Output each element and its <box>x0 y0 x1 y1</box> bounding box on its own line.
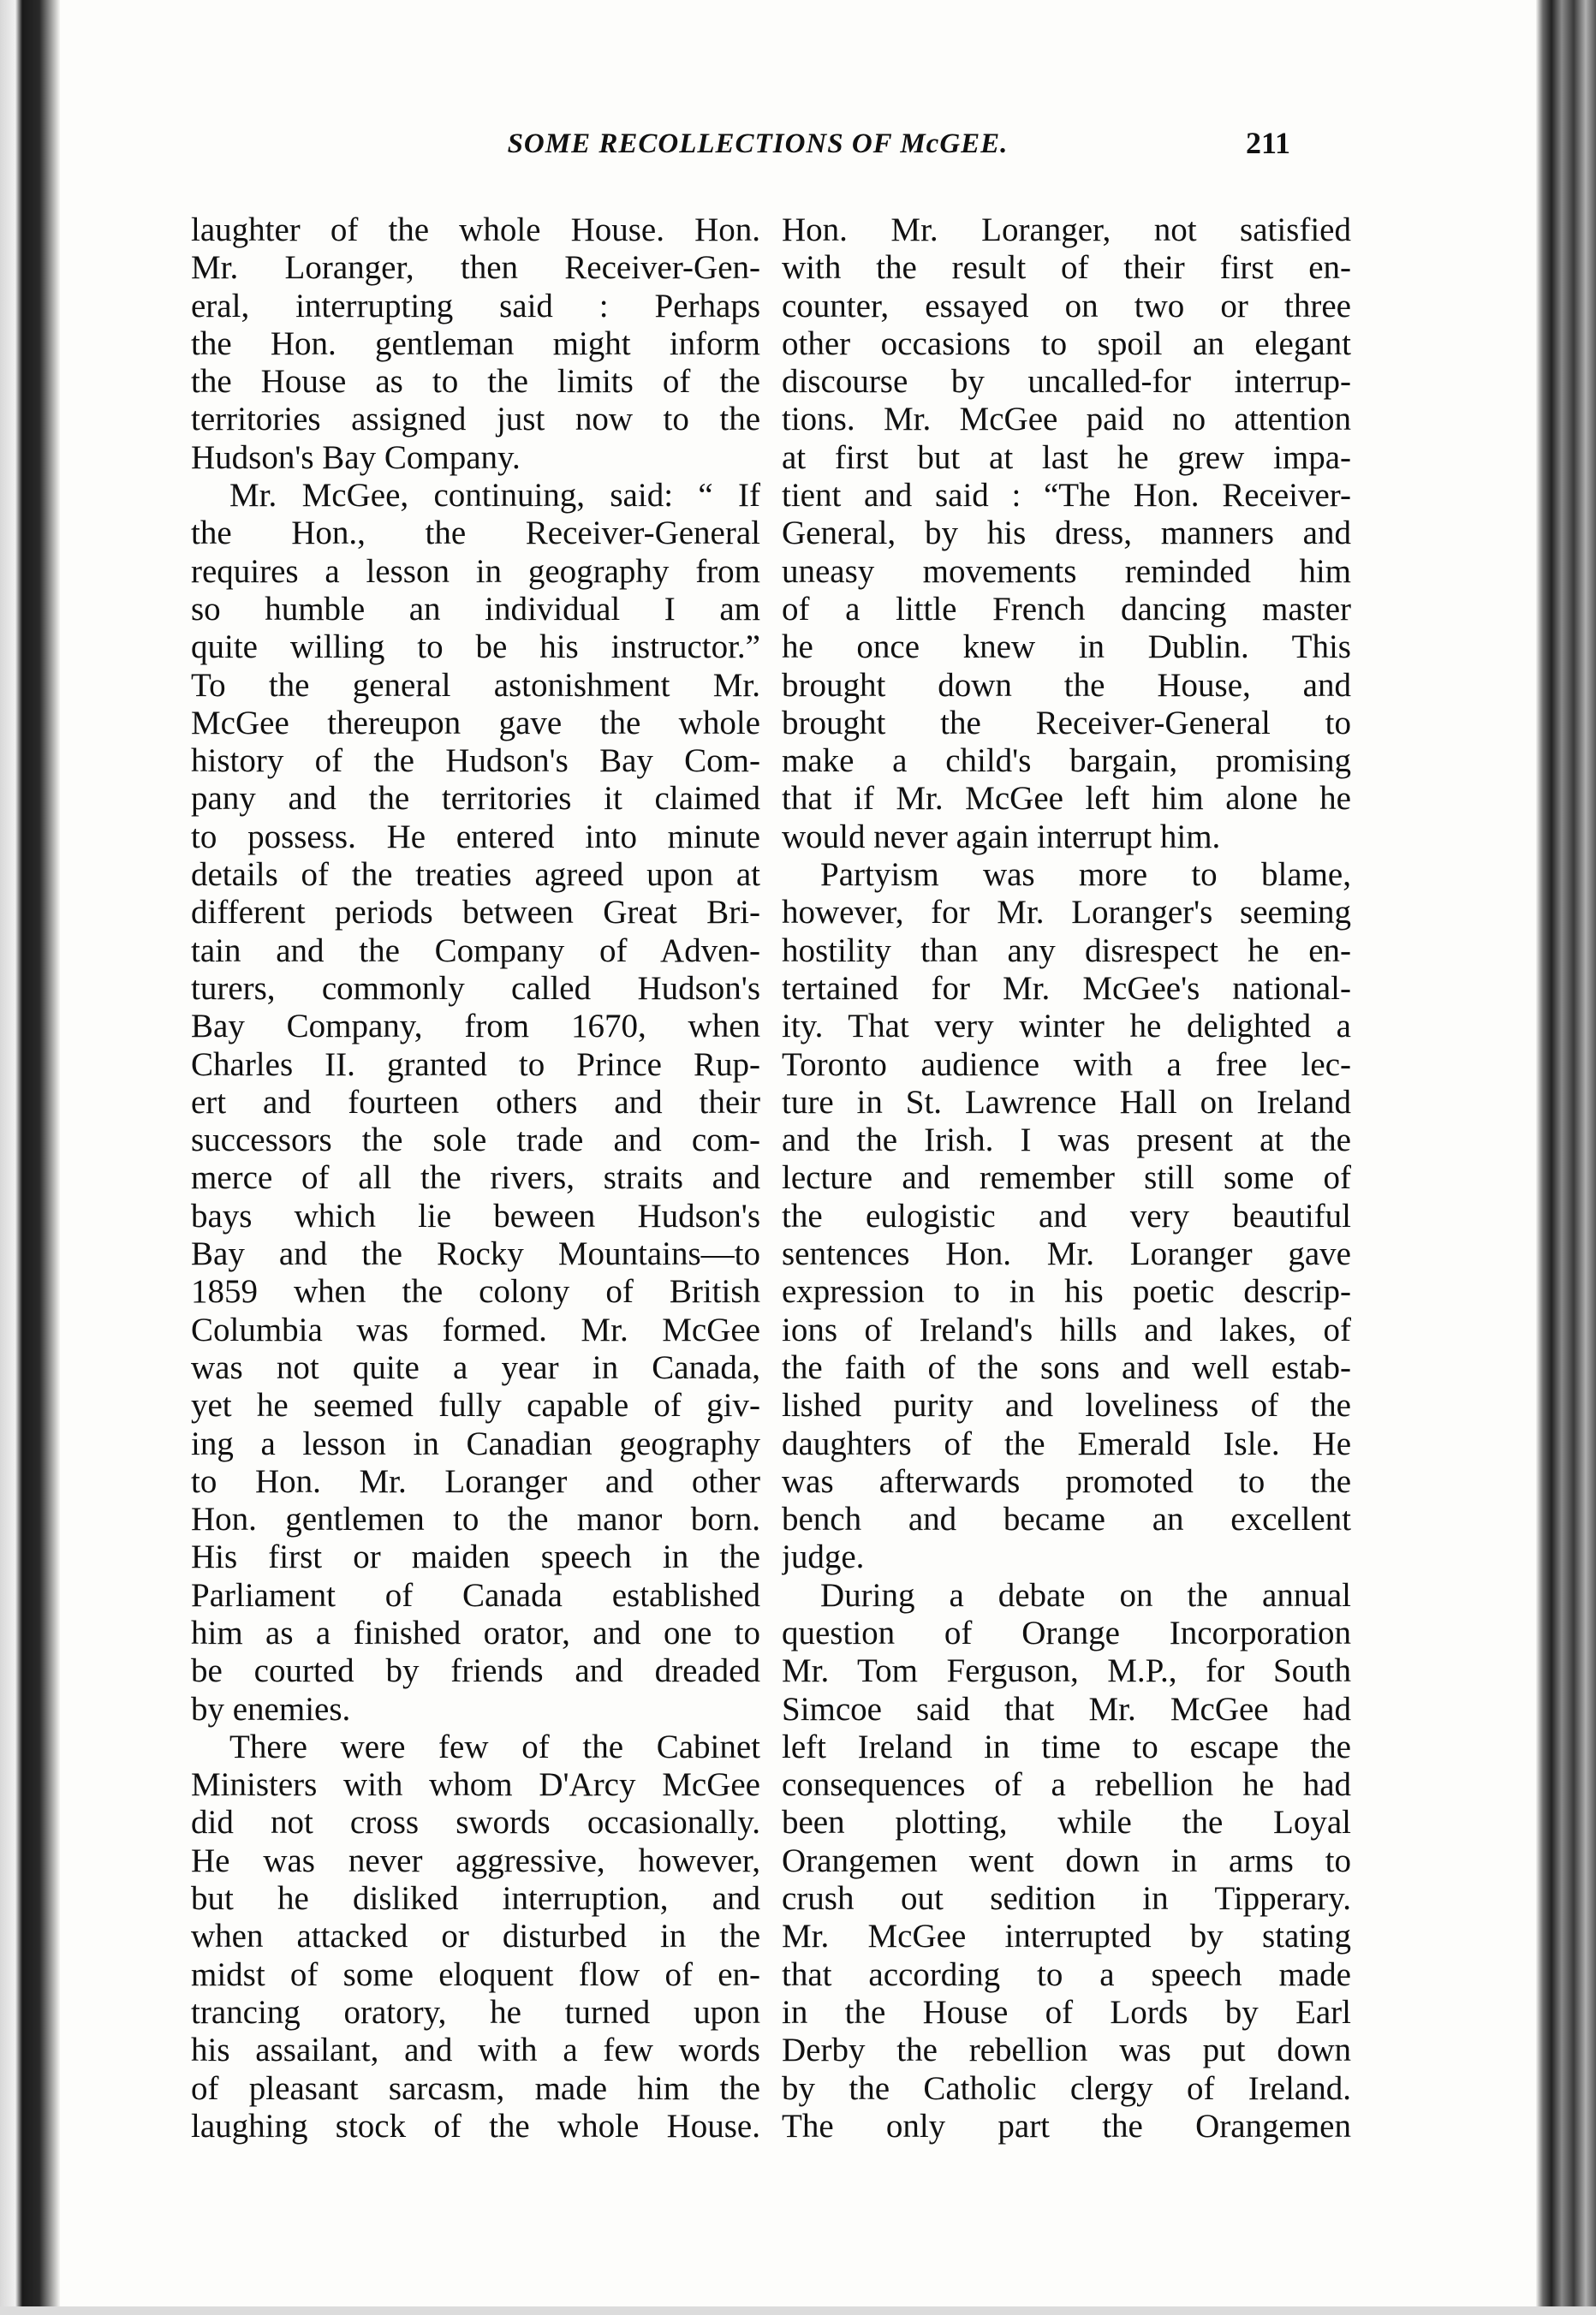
text-line: daughters of the Emerald Isle. He <box>782 1425 1351 1462</box>
text-line: laughter of the whole House. Hon. <box>191 211 760 248</box>
text-line: him as a finished orator, and one to <box>191 1614 760 1651</box>
text-line: turers, commonly called Hudson's <box>191 969 760 1007</box>
text-line: Bay and the Rocky Mountains—to <box>191 1235 760 1273</box>
text-line: brought down the House, and <box>782 666 1351 704</box>
text-line: requires a lesson in geography from <box>191 552 760 590</box>
text-line: sentences Hon. Mr. Loranger gave <box>782 1235 1351 1273</box>
text-line: he once knew in Dublin. This <box>782 628 1351 666</box>
text-line: expression to in his poetic descrip- <box>782 1273 1351 1311</box>
text-line: judge. <box>782 1538 865 1576</box>
text-line: Hon. gentlemen to the manor born. <box>191 1501 760 1538</box>
text-line: did not cross swords occasionally. <box>191 1804 760 1842</box>
text-line: To the general astonishment Mr. <box>191 666 760 704</box>
text-line: was afterwards promoted to the <box>782 1462 1351 1500</box>
book-gutter-left <box>0 0 60 2315</box>
text-line: Hon. Mr. Loranger, not satisfied <box>782 211 1351 248</box>
text-line: at first but at last he grew impa- <box>782 438 1351 476</box>
text-line: bench and became an excellent <box>782 1501 1351 1538</box>
text-line: Derby the rebellion was put down <box>782 2032 1351 2069</box>
text-line: to Hon. Mr. Loranger and other <box>191 1462 760 1500</box>
text-line: bays which lie beween Hudson's <box>191 1197 760 1235</box>
text-line: so humble an individual I am <box>191 590 760 628</box>
text-line: Charles II. granted to Prince Rup- <box>191 1045 760 1083</box>
text-line: tain and the Company of Adven- <box>191 931 760 969</box>
text-line: Parliament of Canada established <box>191 1576 760 1614</box>
text-line: tient and said : “The Hon. Receiver- <box>782 477 1351 515</box>
text-line: Mr. Loranger, then Receiver-Gen- <box>191 249 760 287</box>
text-line: the eulogistic and very beautiful <box>782 1197 1351 1235</box>
text-line: ity. That very winter he delighted a <box>782 1008 1351 1045</box>
text-line: been plotting, while the Loyal <box>782 1804 1351 1842</box>
text-line: Bay Company, from 1670, when <box>191 1008 760 1045</box>
text-line: be courted by friends and dreaded <box>191 1652 760 1690</box>
text-line: McGee thereupon gave the whole <box>191 704 760 741</box>
text-line: hostility than any disrespect he en- <box>782 931 1351 969</box>
text-line: different periods between Great Bri- <box>191 894 760 931</box>
text-line: Mr. McGee, continuing, said: “ If <box>229 477 760 515</box>
text-line: There were few of the Cabinet <box>229 1728 760 1765</box>
text-line: ture in St. Lawrence Hall on Ireland <box>782 1083 1351 1121</box>
text-line: General, by his dress, manners and <box>782 515 1351 552</box>
text-line: Toronto audience with a free lec- <box>782 1045 1351 1083</box>
text-line: would never again interrupt him. <box>782 818 1221 855</box>
text-line: merce of all the rivers, straits and <box>191 1159 760 1197</box>
text-line: left Ireland in time to escape the <box>782 1728 1351 1765</box>
text-line: question of Orange Incorporation <box>782 1614 1351 1651</box>
text-line: that if Mr. McGee left him alone he <box>782 780 1351 818</box>
text-line: Orangemen went down in arms to <box>782 1842 1351 1879</box>
text-line: brought the Receiver-General to <box>782 704 1351 741</box>
text-line: to possess. He entered into minute <box>191 818 760 855</box>
text-line: ing a lesson in Canadian geography <box>191 1425 760 1462</box>
text-line: in the House of Lords by Earl <box>782 1993 1351 2031</box>
text-line: with the result of their first en- <box>782 249 1351 287</box>
text-line: ert and fourteen others and their <box>191 1083 760 1121</box>
text-line: Mr. McGee interrupted by stating <box>782 1918 1351 1955</box>
text-line: that according to a speech made <box>782 1955 1351 1993</box>
text-line: 1859 when the colony of British <box>191 1273 760 1311</box>
text-line: of a little French dancing master <box>782 590 1351 628</box>
text-line: and the Irish. I was present at the <box>782 1122 1351 1159</box>
text-line: tertained for Mr. McGee's national- <box>782 969 1351 1007</box>
text-line: however, for Mr. Loranger's seeming <box>782 894 1351 931</box>
text-line: eral, interrupting said : Perhaps <box>191 287 760 324</box>
text-line: his assailant, and with a few words <box>191 2032 760 2069</box>
page-bottom-edge <box>0 2306 1596 2315</box>
book-page-edges-right <box>1536 0 1596 2315</box>
text-line: Ministers with whom D'Arcy McGee <box>191 1766 760 1804</box>
left-text-column <box>191 211 760 2145</box>
right-text-column <box>782 211 1351 2145</box>
text-line: counter, essayed on two or three <box>782 287 1351 324</box>
text-line: the Hon., the Receiver-General <box>191 515 760 552</box>
text-line: During a debate on the annual <box>820 1576 1351 1614</box>
text-line: make a child's bargain, promising <box>782 742 1351 780</box>
text-line: The only part the Orangemen <box>782 2107 1351 2145</box>
text-line: lecture and remember still some of <box>782 1159 1351 1197</box>
page-number: 211 <box>1246 126 1291 160</box>
text-line: Columbia was formed. Mr. McGee <box>191 1311 760 1348</box>
text-line: midst of some eloquent flow of en- <box>191 1955 760 1993</box>
text-line: territories assigned just now to the <box>191 401 760 438</box>
text-line: details of the treaties agreed upon at <box>191 856 760 894</box>
text-line: the faith of the sons and well estab- <box>782 1348 1351 1386</box>
text-line: Simcoe said that Mr. McGee had <box>782 1690 1351 1728</box>
text-line: Partyism was more to blame, <box>820 856 1351 894</box>
text-line: laughing stock of the whole House. <box>191 2107 760 2145</box>
running-head: SOME RECOLLECTIONS OF McGEE. <box>507 128 1009 159</box>
text-line: the House as to the limits of the <box>191 363 760 401</box>
text-line: but he disliked interruption, and <box>191 1880 760 1918</box>
text-line: the Hon. gentleman might inform <box>191 324 760 362</box>
text-line: ions of Ireland's hills and lakes, of <box>782 1311 1351 1348</box>
text-line: Mr. Tom Ferguson, M.P., for South <box>782 1652 1351 1690</box>
text-line: history of the Hudson's Bay Com- <box>191 742 760 780</box>
text-line: lished purity and loveliness of the <box>782 1387 1351 1425</box>
text-line: other occasions to spoil an elegant <box>782 324 1351 362</box>
text-line: by the Catholic clergy of Ireland. <box>782 2069 1351 2107</box>
text-line: yet he seemed fully capable of giv- <box>191 1387 760 1425</box>
text-line: quite willing to be his instructor.” <box>191 628 760 666</box>
text-line: was not quite a year in Canada, <box>191 1348 760 1386</box>
text-line: pany and the territories it claimed <box>191 780 760 818</box>
text-line: uneasy movements reminded him <box>782 552 1351 590</box>
text-line: crush out sedition in Tipperary. <box>782 1880 1351 1918</box>
text-line: of pleasant sarcasm, made him the <box>191 2069 760 2107</box>
text-line: His first or maiden speech in the <box>191 1538 760 1576</box>
text-line: discourse by uncalled-for interrup- <box>782 363 1351 401</box>
text-line: tions. Mr. McGee paid no attention <box>782 401 1351 438</box>
text-line: when attacked or disturbed in the <box>191 1918 760 1955</box>
text-line: successors the sole trade and com- <box>191 1122 760 1159</box>
text-line: Hudson's Bay Company. <box>191 438 521 476</box>
text-line: He was never aggressive, however, <box>191 1842 760 1879</box>
text-line: by enemies. <box>191 1690 351 1728</box>
text-line: trancing oratory, he turned upon <box>191 1993 760 2031</box>
text-line: consequences of a rebellion he had <box>782 1766 1351 1804</box>
